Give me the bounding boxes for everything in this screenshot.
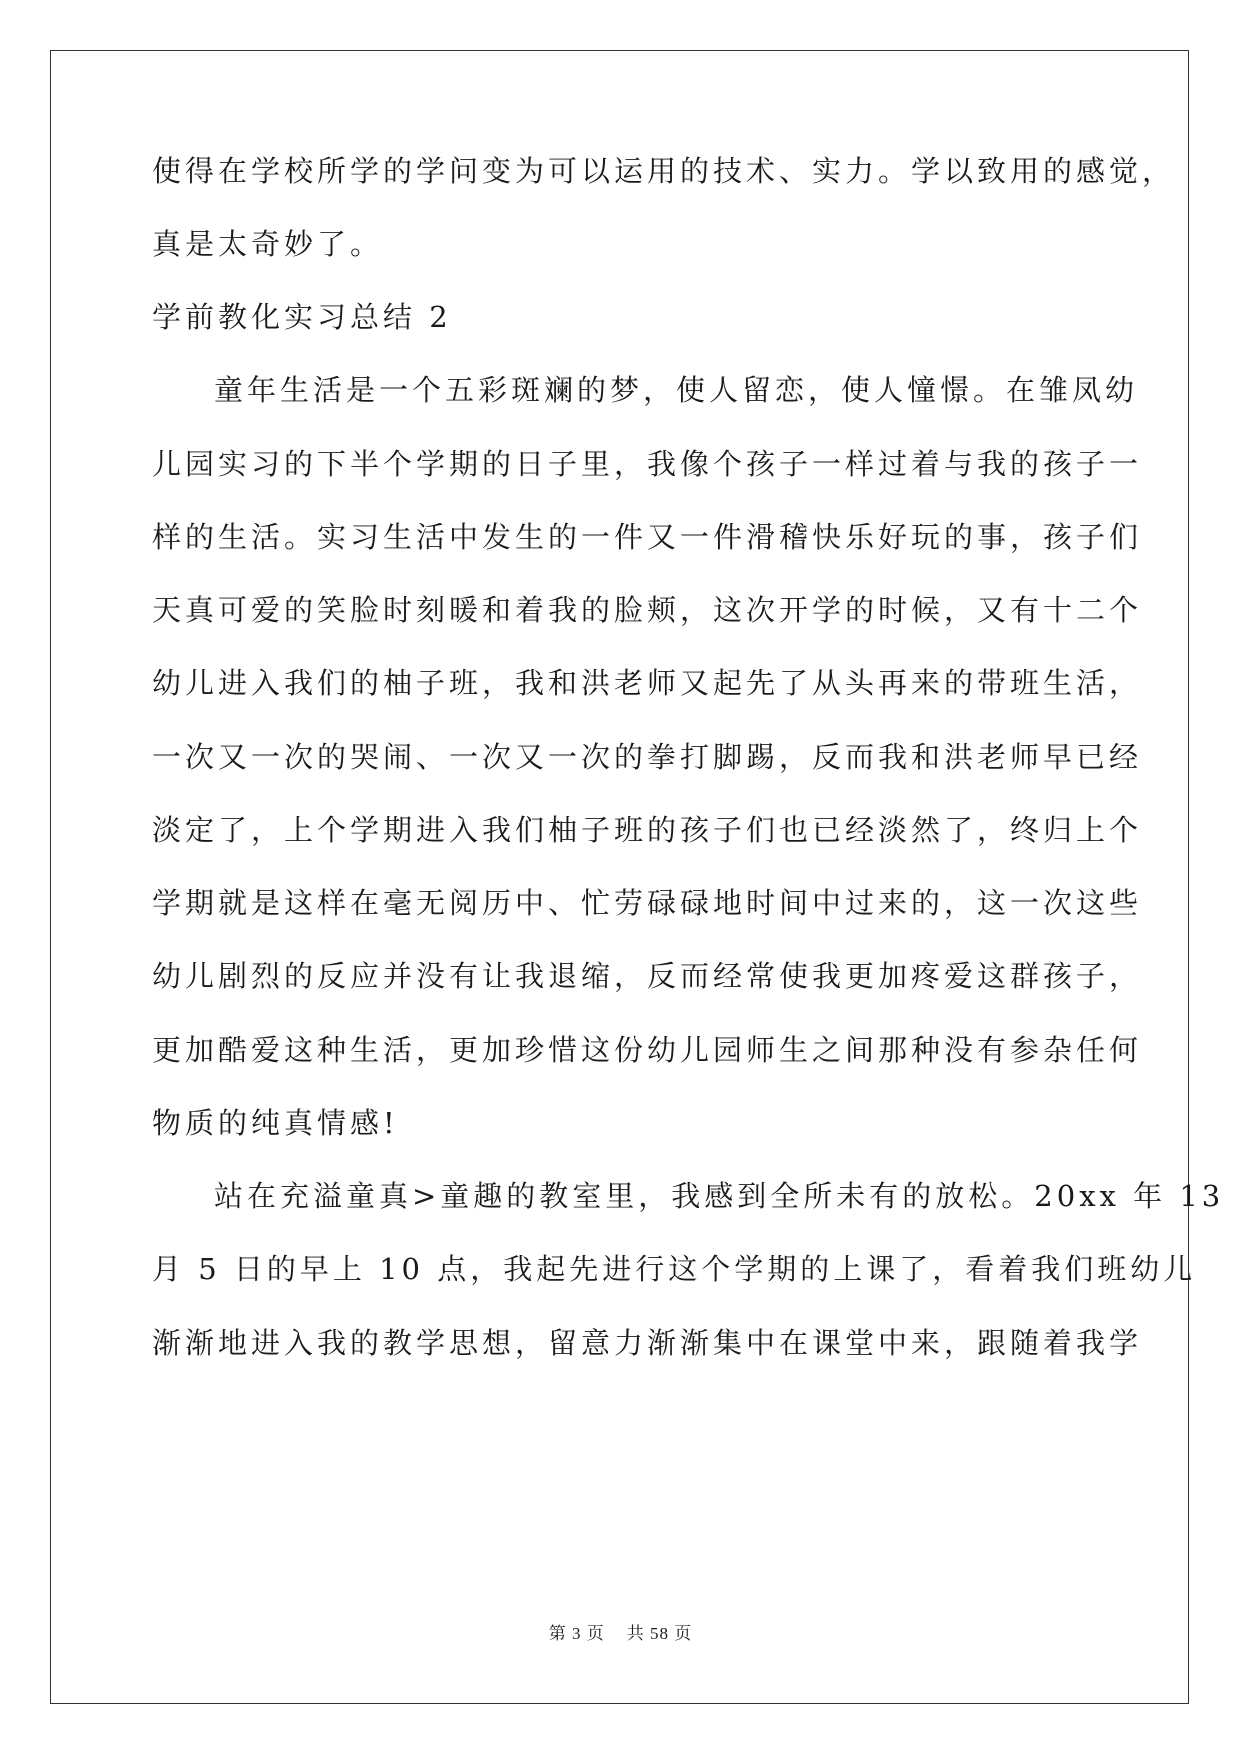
text-line: 一次又一次的哭闹、一次又一次的拳打脚踢，反而我和洪老师早已经 xyxy=(152,740,1143,774)
text-line: 站在充溢童真>童趣的教室里，我感到全所未有的放松。20xx 年 13 xyxy=(214,1179,1225,1213)
section-title: 学前教化实习总结 2 xyxy=(152,300,452,334)
text-line: 月 5 日的早上 10 点，我起先进行这个学期的上课了，看着我们班幼儿 xyxy=(152,1252,1197,1286)
text-line: 物质的纯真情感! xyxy=(152,1106,399,1140)
text-line: 真是太奇妙了。 xyxy=(152,227,384,261)
page-number: 第 3 页 xyxy=(548,1624,605,1643)
text-line: 幼儿剧烈的反应并没有让我退缩，反而经常使我更加疼爱这群孩子， xyxy=(152,959,1143,993)
page-footer xyxy=(0,1619,1241,1644)
text-line: 淡定了，上个学期进入我们柚子班的孩子们也已经淡然了，终归上个 xyxy=(152,813,1143,847)
text-line: 渐渐地进入我的教学思想，留意力渐渐集中在课堂中来，跟随着我学 xyxy=(152,1326,1143,1360)
text-line: 更加酷爱这种生活，更加珍惜这份幼儿园师生之间那种没有参杂任何 xyxy=(152,1033,1143,1067)
text-line: 天真可爱的笑脸时刻暖和着我的脸颊，这次开学的时候，又有十二个 xyxy=(152,593,1143,627)
text-line: 儿园实习的下半个学期的日子里，我像个孩子一样过着与我的孩子一 xyxy=(152,447,1143,481)
text-line: 童年生活是一个五彩斑斓的梦，使人留恋，使人憧憬。在雏凤幼 xyxy=(214,373,1139,407)
page-total: 共 58 页 xyxy=(626,1624,693,1643)
text-line: 样的生活。实习生活中发生的一件又一件滑稽快乐好玩的事，孩子们 xyxy=(152,520,1143,554)
text-line: 学期就是这样在毫无阅历中、忙劳碌碌地时间中过来的，这一次这些 xyxy=(152,886,1143,920)
text-line: 使得在学校所学的学问变为可以运用的技术、实力。学以致用的感觉， xyxy=(152,154,1176,188)
text-line: 幼儿进入我们的柚子班，我和洪老师又起先了从头再来的带班生活， xyxy=(152,666,1143,700)
